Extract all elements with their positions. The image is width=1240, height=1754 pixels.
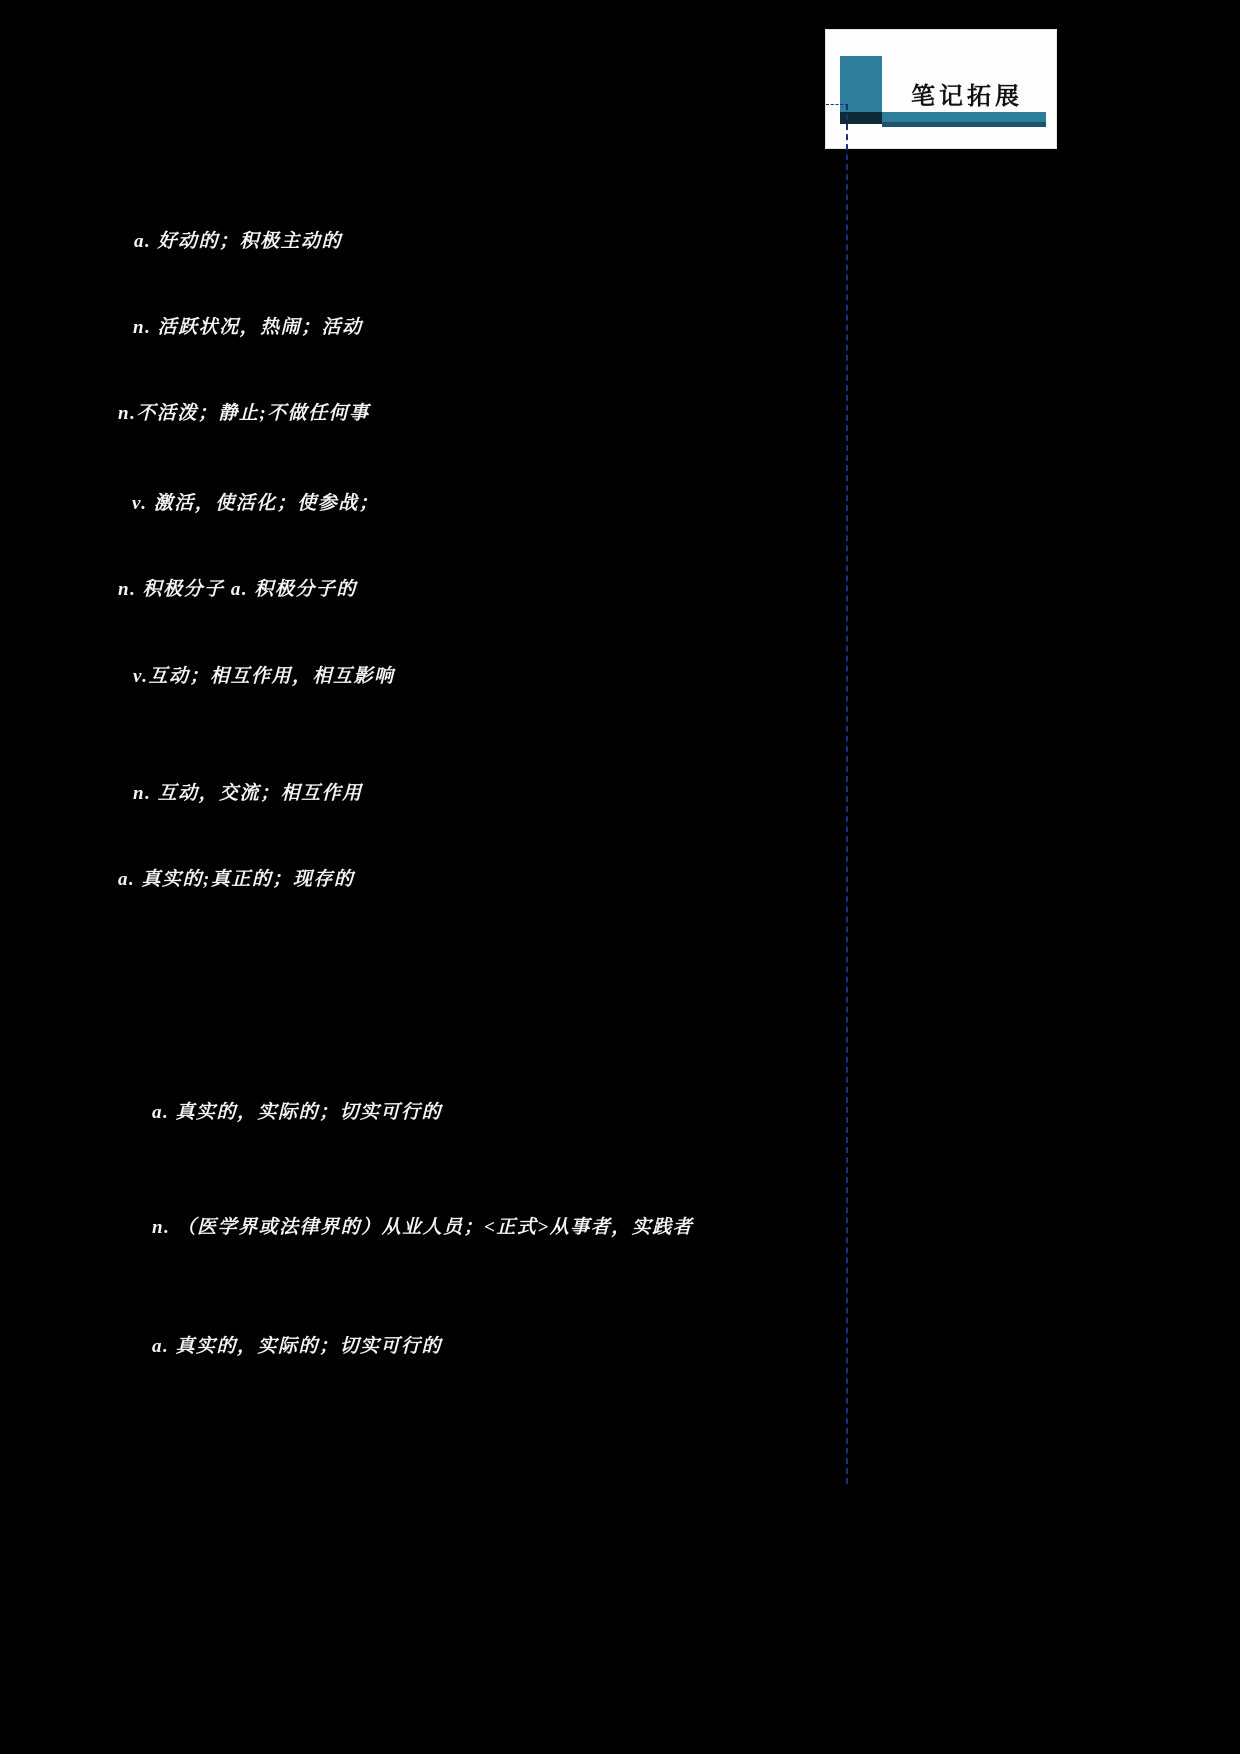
definition-line: v. 激活，使活化；使参战； bbox=[132, 493, 380, 514]
definition-line: a. 好动的；积极主动的 bbox=[134, 231, 343, 252]
definition-line: v.互动；相互作用，相互影响 bbox=[133, 666, 395, 687]
note-extension-tab bbox=[826, 30, 1056, 148]
definition-line: n. 积极分子 a. 积极分子的 bbox=[118, 579, 357, 600]
definition-line: a. 真实的，实际的；切实可行的 bbox=[152, 1336, 443, 1357]
guide-tick bbox=[826, 104, 848, 105]
note-tab-title: 笔记拓展 bbox=[911, 84, 1023, 110]
tab-underline bbox=[882, 112, 1046, 122]
definition-line: n.不活泼；静止;不做任何事 bbox=[118, 403, 370, 424]
tab-underline-shadow bbox=[882, 122, 1046, 127]
definition-line: n. 活跃状况，热闹；活动 bbox=[133, 317, 363, 338]
vertical-guide-line bbox=[846, 104, 848, 1484]
definition-line: n. （医学界或法律界的）从业人员；<正式>从事者，实践者 bbox=[152, 1217, 694, 1238]
definition-line: n. 互动，交流；相互作用 bbox=[133, 783, 363, 804]
definition-line: a. 真实的;真正的；现存的 bbox=[118, 869, 355, 890]
definition-line: a. 真实的，实际的；切实可行的 bbox=[152, 1102, 443, 1123]
